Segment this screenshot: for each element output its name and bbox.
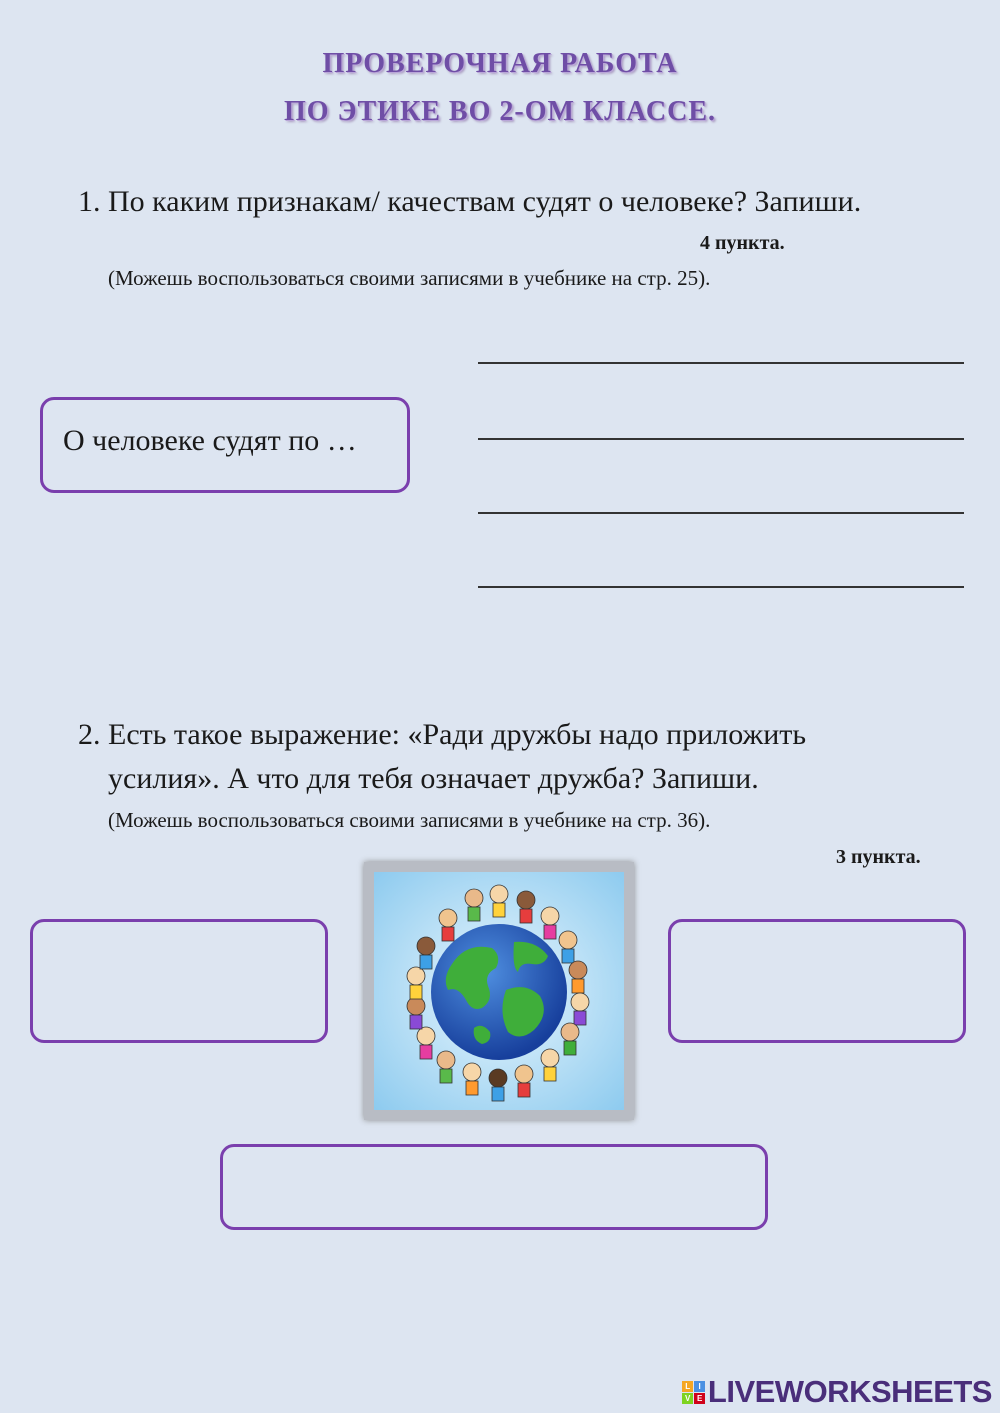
- liveworksheets-logo[interactable]: [682, 1374, 992, 1410]
- question1-answer-line-4[interactable]: [478, 586, 964, 588]
- question1-text: По каким признакам/ качествам судят о человеке? Запиши.: [108, 185, 862, 218]
- question1-answer-line-1[interactable]: [478, 362, 964, 364]
- question1-number: 1.: [78, 185, 101, 218]
- question2-points: 3 пункта.: [836, 846, 921, 868]
- liveworksheets-logo-mark-icon: L I V E: [682, 1381, 705, 1404]
- question1-prompt-box: [40, 397, 410, 493]
- question1-points: 4 пункта.: [700, 232, 785, 254]
- question1-answer-line-3[interactable]: [478, 512, 964, 514]
- question2-text-line2: усилия». А что для тебя означает дружба? Запиши.: [108, 762, 759, 795]
- liveworksheets-logo-text: LIVEWORKSHEETS: [707, 1374, 992, 1409]
- question1-hint: (Можешь воспользоваться своими записями в учебнике на стр. 25).: [108, 266, 711, 290]
- question1-answer-line-2[interactable]: [478, 438, 964, 440]
- globe-illustration: [374, 872, 624, 1110]
- children-around-globe-image: [364, 862, 634, 1120]
- worksheet-title-line1: ПРОВЕРОЧНАЯ РАБОТА: [322, 48, 678, 79]
- question2-hint: (Можешь воспользоваться своими записями в учебнике на стр. 36).: [108, 808, 711, 832]
- worksheet-title-line2: ПО ЭТИКЕ ВО 2-ОМ КЛАССЕ.: [283, 96, 717, 127]
- question2-answer-box-left[interactable]: [30, 919, 328, 1043]
- question2-number: 2.: [78, 718, 101, 751]
- question1-prompt-text: О человеке судят по …: [63, 424, 357, 457]
- question2-answer-box-right[interactable]: [668, 919, 966, 1043]
- question2-text-line1: Есть такое выражение: «Ради дружбы надо приложить: [108, 718, 807, 751]
- question2-answer-box-bottom[interactable]: [220, 1144, 768, 1230]
- globe: [431, 924, 567, 1060]
